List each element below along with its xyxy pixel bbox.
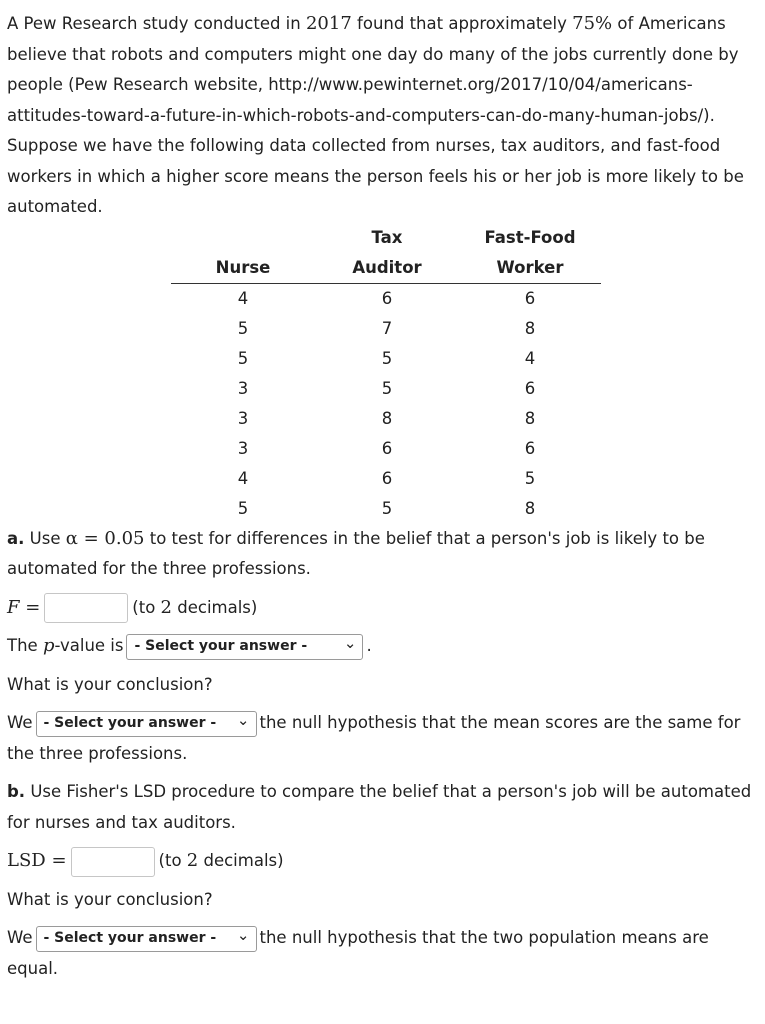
table-cell: 3: [237, 378, 249, 398]
alpha-expression: α = 0.05: [65, 527, 145, 549]
p-value-row: [7, 631, 759, 662]
table-cell: 6: [381, 438, 393, 458]
table-cell: 5: [524, 468, 536, 488]
table-cell: 8: [524, 498, 536, 518]
part-a-label: a.: [7, 528, 25, 548]
table-row: [171, 374, 601, 404]
chevron-down-icon: ⌄: [343, 633, 357, 652]
table-cell: 4: [237, 288, 249, 308]
p-value-text-post: -value is: [54, 636, 124, 655]
table-cell: 5: [237, 318, 249, 338]
header-auditor: Auditor: [315, 253, 459, 284]
lsd-hint-pre: (to: [158, 851, 187, 870]
table-cell: 6: [524, 438, 536, 458]
f-hint-post: decimals): [172, 597, 258, 617]
f-label: F =: [7, 596, 41, 618]
part-b-we: We: [7, 928, 33, 947]
lsd-row: [7, 846, 759, 877]
table-cell: 6: [524, 288, 536, 308]
table-cell: 5: [381, 378, 393, 398]
part-a-conclusion-question: What is your conclusion?: [7, 674, 213, 694]
part-b-label: b.: [7, 782, 26, 801]
table-row: [171, 404, 601, 434]
part-a-conclusion-row: [7, 708, 759, 769]
table-cell: 5: [237, 348, 249, 368]
part-a-conclusion-select[interactable]: [36, 711, 257, 737]
f-hint-pre: (to: [132, 597, 161, 617]
table-row: [171, 434, 601, 464]
f-hint-num: 2: [160, 596, 172, 618]
table-row: [171, 283, 601, 314]
p-variable: p: [42, 635, 55, 656]
intro-year: 2017: [305, 13, 352, 34]
data-table: [171, 223, 601, 524]
p-value-select[interactable]: [126, 634, 363, 660]
table-cell: 4: [524, 348, 536, 368]
intro-text-3: of Americans believe that robots and computers might one day do many of the jobs currently done by people (Pew Research website, http://www.pewinternet.org/2017/10/04/americans-attitudes-toward-a-future-in-which-robots-and-computers-can-do-many-human-jobs/). Suppose we have the following data collected from nurses, tax auditors, and fast-food workers in which a higher score means the person feels his or her job is more likely to be automated.: [7, 14, 744, 216]
intro-percent: 75%: [572, 13, 613, 34]
table-cell: 3: [237, 408, 249, 428]
table-cell: 8: [524, 408, 536, 428]
table-cell: 8: [381, 408, 393, 428]
table-cell: 6: [381, 468, 393, 488]
part-a-conclusion-select-label: - Select your answer -: [43, 715, 217, 732]
chevron-down-icon: ⌄: [236, 925, 250, 944]
part-a-text-2: to test for differences in the belief that a person's job is likely to be automated for the three professions.: [7, 528, 705, 578]
table-cell: 6: [524, 378, 536, 398]
part-a-text-1: Use: [24, 528, 66, 548]
table-cell: 5: [381, 498, 393, 518]
header-worker: Worker: [459, 253, 601, 284]
intro-text-1: A Pew Research study conducted in: [7, 14, 306, 33]
intro-text-2: found that approximately: [351, 14, 573, 33]
lsd-label: LSD =: [7, 850, 67, 871]
table-cell: 6: [381, 288, 393, 308]
p-value-select-label: - Select your answer -: [134, 638, 308, 655]
lsd-hint-post: decimals): [198, 851, 284, 870]
header-top-tax: Tax: [371, 227, 403, 247]
table-row: [171, 494, 601, 524]
part-b-conclusion-select-label: - Select your answer -: [43, 930, 217, 947]
table-row: [171, 314, 601, 344]
table-cell: 5: [237, 498, 249, 518]
part-b-conclusion-text: the null hypothesis that the two population means are equal.: [7, 928, 709, 978]
part-a-conclusion-text: the null hypothesis that the mean scores are the same for the three professions.: [7, 713, 741, 763]
part-b-conclusion-question: What is your conclusion?: [7, 889, 213, 909]
part-a-paragraph: [7, 524, 759, 585]
f-statistic-input[interactable]: [44, 593, 128, 623]
part-a-we: We: [7, 713, 33, 732]
intro-paragraph: [7, 9, 759, 223]
table-cell: 5: [381, 348, 393, 368]
part-b-conclusion-select[interactable]: [36, 926, 257, 952]
p-value-period: .: [366, 636, 372, 655]
part-b-conclusion-row: [7, 923, 759, 984]
header-top-nurse: [171, 223, 315, 253]
part-b-paragraph: [7, 777, 759, 838]
header-top-fastfood: Fast-Food: [484, 227, 576, 247]
table-row: [171, 464, 601, 494]
part-b-text: Use Fisher's LSD procedure to compare the belief that a person's job will be automated for nurses and tax auditors.: [7, 782, 752, 832]
header-nurse: Nurse: [171, 253, 315, 284]
table-cell: 3: [237, 438, 249, 458]
table-cell: 4: [237, 468, 249, 488]
lsd-input[interactable]: [71, 847, 155, 877]
f-statistic-row: [7, 593, 759, 624]
table-cell: 8: [524, 318, 536, 338]
table-row: [171, 344, 601, 374]
chevron-down-icon: ⌄: [236, 710, 250, 729]
p-value-text-pre: The: [7, 636, 43, 655]
table-cell: 7: [381, 318, 393, 338]
lsd-hint-num: 2: [186, 850, 199, 871]
